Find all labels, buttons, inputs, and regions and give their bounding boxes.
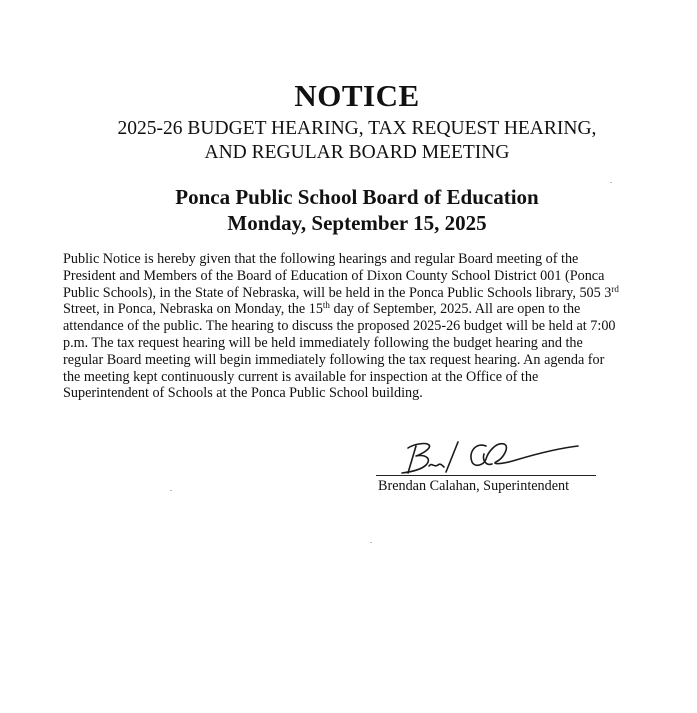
signature-block	[376, 432, 598, 496]
ordinal-suffix-th: th	[322, 300, 330, 311]
handwritten-signature	[396, 432, 596, 478]
board-heading	[0, 184, 697, 236]
signer-name-title: Brendan Calahan, Superintendent	[378, 478, 570, 494]
notice-subtitle	[0, 117, 697, 165]
scan-speck	[610, 182, 612, 183]
subtitle-line-2: AND REGULAR BOARD MEETING	[204, 142, 510, 163]
subtitle-line-1: 2025-26 BUDGET HEARING, TAX REQUEST HEARING,	[117, 118, 597, 139]
body-part-1: Public Notice is hereby given that the following hearings and regular Board meeting of the President and Members of the Board of Education of Dixon County School District 001 (Ponca Public Schools), in the State of Nebraska, will be held in the Ponca Public Schools library, 505 3	[63, 251, 612, 301]
scan-speck	[170, 490, 172, 491]
scan-speck	[370, 542, 372, 543]
signature-line	[376, 475, 596, 476]
notice-body	[63, 251, 623, 402]
meeting-date: Monday, September 15, 2025	[227, 211, 487, 235]
body-part-2: Street, in Ponca, Nebraska on Monday, the 15	[63, 301, 323, 318]
ordinal-suffix-rd: rd	[611, 283, 619, 294]
body-part-3: day of September, 2025. All are open to the attendance of the public. The hearing to discuss the proposed 2025-26 budget will be held at 7:00 p.m. The tax request hearing will be held immediately following the budget hearing and the regular Board meeting will begin immediately following the tax request hearing. An agenda for the meeting kept continuously current is available for inspection at the Office of the Superintendent of Schools at the Ponca Public School building.	[63, 301, 616, 402]
board-name: Ponca Public School Board of Education	[175, 185, 539, 209]
notice-title: NOTICE	[294, 78, 420, 113]
